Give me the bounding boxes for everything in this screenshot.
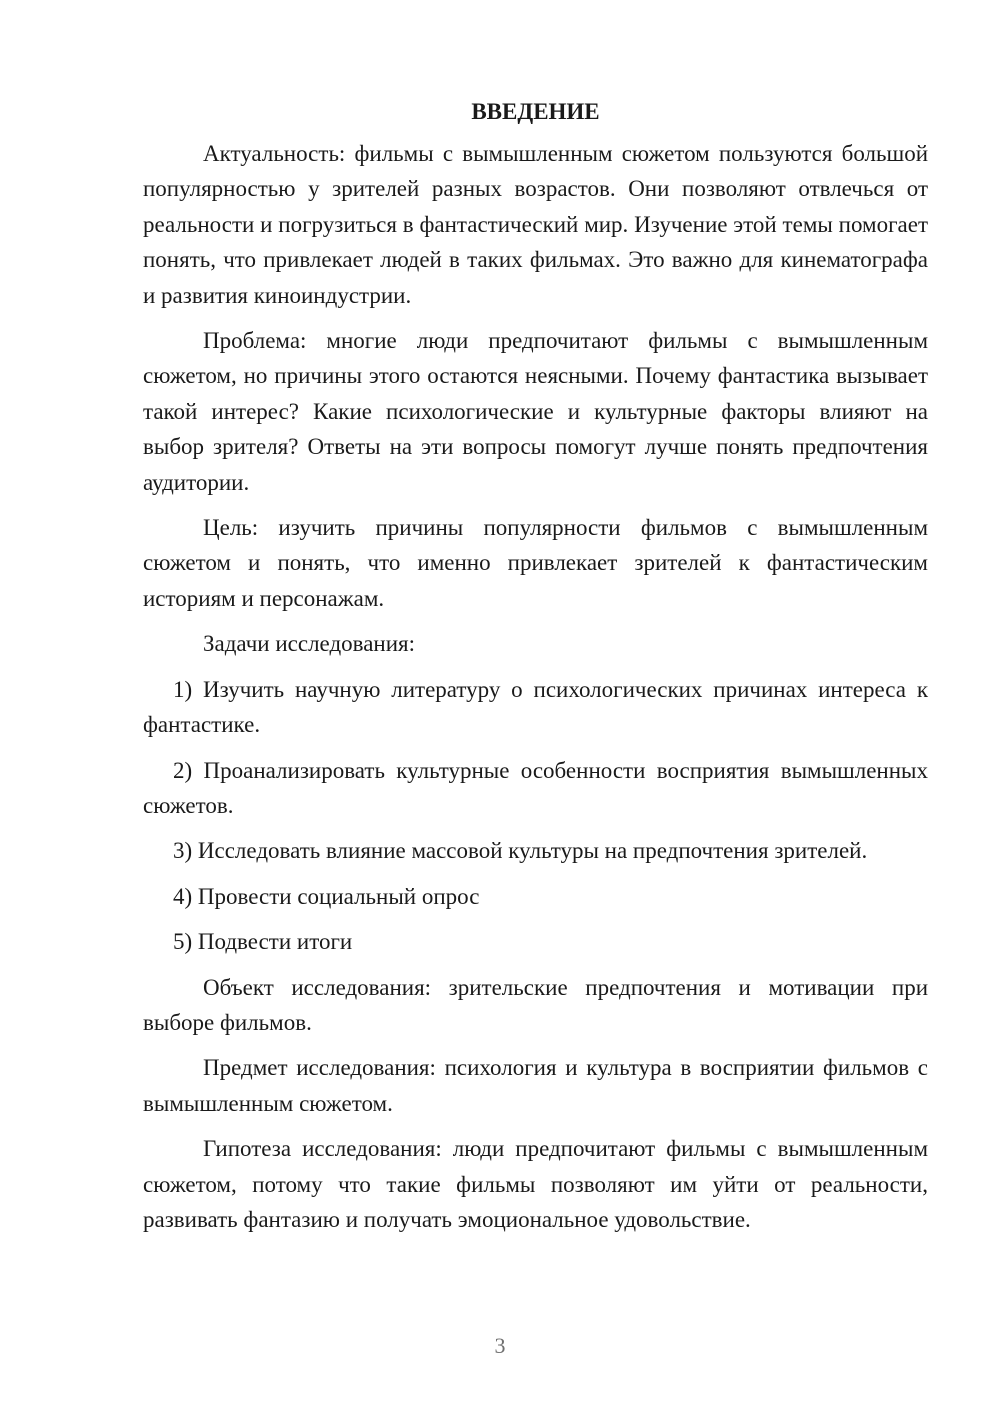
task-item-1: 1) Изучить научную литературу о психологических причинах интереса к фантастике. (143, 676, 928, 738)
relevance-paragraph: Актуальность: фильмы с вымышленным сюжетом пользуются большой популярностью у зрителей разных возрастов. Они позволяют отвлечься от реальности и погрузиться в фантастический мир. Изучение этой темы помогает понять, что привлекает людей в таких фильмах. Это важно для кинематографа и развития киноиндустрии. (143, 141, 928, 308)
subject-paragraph: Предмет исследования: психология и культура в восприятии фильмов с вымышленным сюжетом. (143, 1055, 928, 1116)
task-item-2: 2) Проанализировать культурные особенности восприятия вымышленных сюжетов. (143, 757, 928, 818)
object-paragraph: Объект исследования: зрительские предпочтения и мотивации при выборе фильмов. (143, 974, 928, 1035)
task-item-5: 5) Подвести итоги (173, 929, 353, 955)
page-number: 3 (494, 1333, 506, 1358)
goal-paragraph: Цель: изучить причины популярности фильмов с вымышленным сюжетом и понять, что именно привлекает зрителей к фантастическим историям и персонажам. (143, 515, 928, 611)
hypothesis-paragraph: Гипотеза исследования: люди предпочитают фильмы с вымышленным сюжетом, потому что такие фильмы позволяют им уйти от реальности, развивать фантазию и получать эмоциональное удовольствие. (143, 1136, 928, 1232)
task-item-4: 4) Провести социальный опрос (173, 883, 480, 909)
document-page (143, 95, 928, 1247)
task-item-3: 3) Исследовать влияние массовой культуры на предпочтения зрителей. (173, 838, 868, 864)
page-title: ВВЕДЕНИЕ (471, 99, 600, 124)
problem-paragraph: Проблема: многие люди предпочитают фильмы с вымышленным сюжетом, но причины этого остаются неясными. Почему фантастика вызывает такой интерес? Какие психологические и культурные факторы влияют на выбор зрителя? Ответы на эти вопросы помогут лучше понять предпочтения аудитории. (143, 328, 928, 495)
tasks-title: Задачи исследования: (203, 631, 416, 657)
